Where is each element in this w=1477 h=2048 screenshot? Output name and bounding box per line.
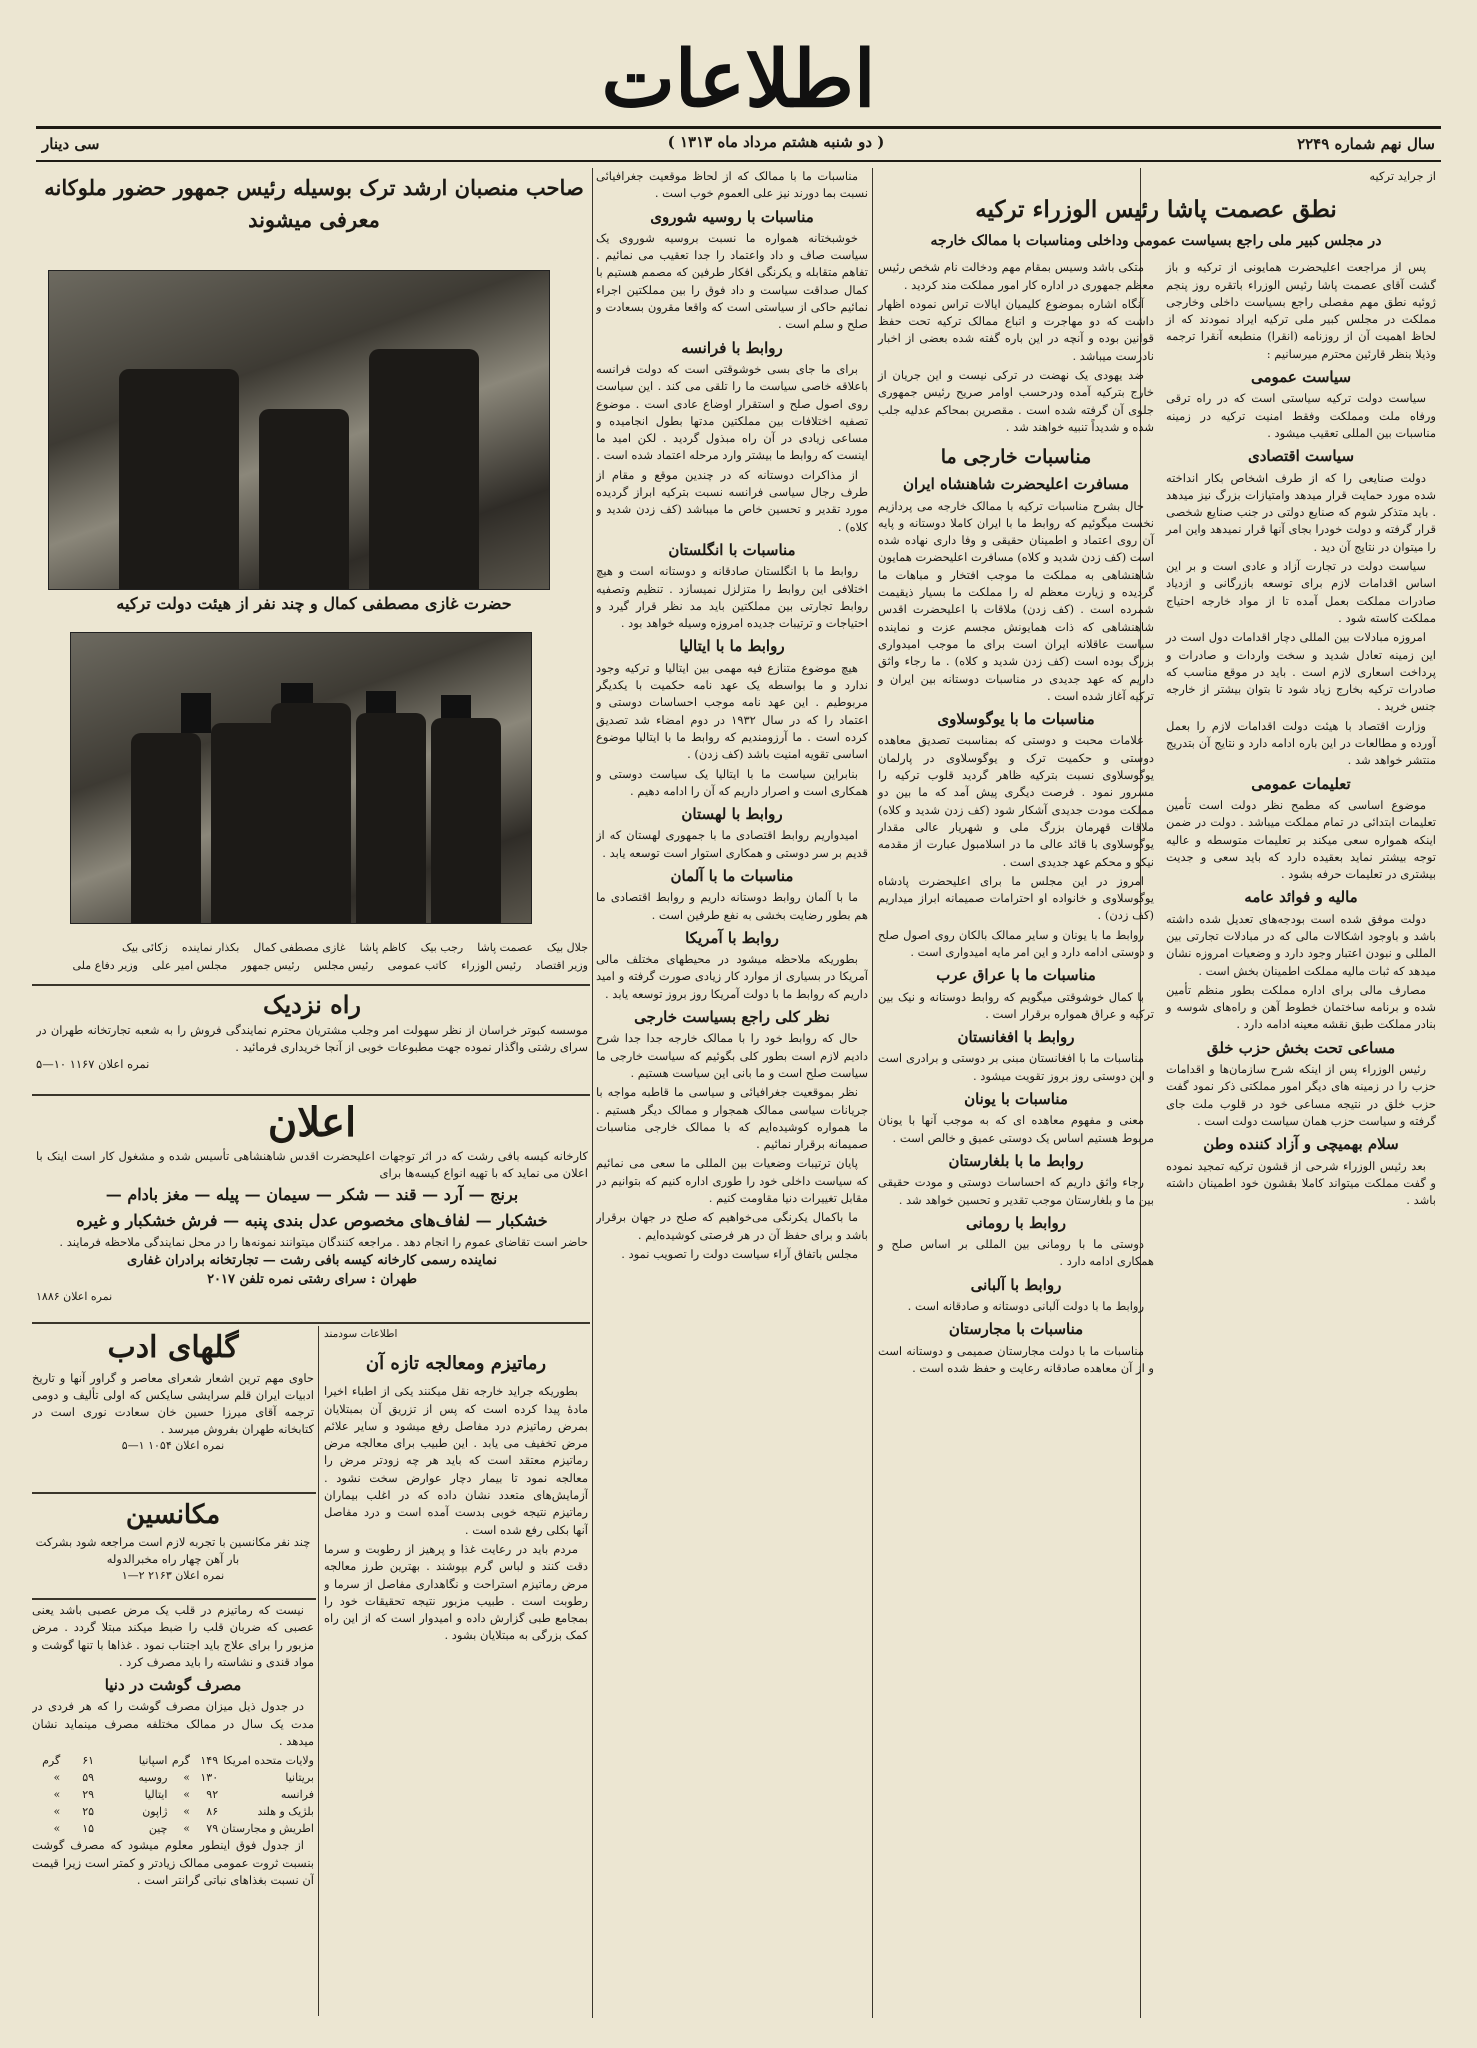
article-rheumatism xyxy=(324,1326,588,2016)
section-heading: مناسبات با یونان xyxy=(964,1090,1068,1109)
article-paragraph: وزارت اقتصاد با هیئت دولت اقدامات لازم را بعمل آورده و مطالعات در این باره ادامه دارد و نتایج آن بتدریج منتشر خواهد شد . xyxy=(1166,718,1436,768)
photo-names-row-1: جلال بیک عصمت پاشا رجب بیک کاظم پاشا غازی مصطفی کمال بکذار نماینده زکائی بیک xyxy=(122,941,588,954)
issue-number: سال نهم شماره ۲۲۴۹ xyxy=(1297,135,1435,153)
separator xyxy=(32,1322,590,1324)
meat-table-cell: » xyxy=(53,1822,61,1836)
article-paragraph: ما با آلمان روابط دوستانه داریم و روابط اقتصادی ما هم بطور رضایت بخشی به نفع طرفین است . xyxy=(596,890,868,922)
article-paragraph: دولت موفق شده است بودجه‌های تعدیل شده داشته باشد و باوجود اشکالات مالی که در مبادلات تجارتی بین المللی و نبودن اعتبار وجود دارد و وضعیات امروزه نشان میدهد که ثبات مالیه مملکت اطمینان بخش است . xyxy=(1166,911,1436,978)
article-paragraph: بطوریکه جراید خارجه نقل میکنند یکی از اطباء اخیرا مادهٔ پیدا کرده است که پس از تزریق آن بمبتلایان بمرض رماتیزم درد مفاصل رفع میشود و سایر علائم مرض تخفیف می یابد . این طبیب برای معالجه مرض رماتیزم معتقد است که باید هر چه زودتر مرض را معالجه نمود تا بیمار دچار عوارض سخت نشود . آزمایش‌های متعدد نشان داده که در اغلب بیماران رماتیزم نتیجه خوبی بدست آمده است و درد مفاصل آنها بکلی رفع شده است . xyxy=(324,1384,588,1537)
article-paragraph: از مذاکرات دوستانه که در چندین موقع و مقام از طرف رجال سیاسی فرانسه نسبت بترکیه ابراز گردیده مورد تقدیر و تحسین خاص ما میباشد (کف زدن شدید و کلاه) . xyxy=(596,467,868,534)
column-divider xyxy=(318,1326,319,2016)
ad-number: نمره اعلان ۲۱۶۳ ۲—۱ xyxy=(121,1569,225,1582)
ad-title: مکانسین xyxy=(125,1500,221,1530)
article-column-3 xyxy=(596,168,868,2018)
section-heading: روابط با فرانسه xyxy=(681,338,783,357)
section-heading: مناسبات ما با یوگوسلاوی xyxy=(937,710,1095,729)
section-heading: روابط با آمریکا xyxy=(685,928,779,947)
ad-number: نمره اعلان ۱۸۸۶ xyxy=(36,1290,113,1303)
article-paragraph: موضوع اساسی که مطمح نظر دولت است تأمین تعلیمات ابتدائی در تمام مملکت میباشد . دولت در ضمن اینکه همواره سعی میکند بر تعلیمات متوسطه و عالیه توجه بیشتر نماید بعقیده دارد که باید سعی و جدیت بیشتری در تعلیمات حرفه بشود . xyxy=(1166,797,1436,882)
section-heading: مصرف گوشت در دنیا xyxy=(104,1676,242,1695)
article-paragraph: دوستی ما با رومانی بین المللی بر اساس صلح و همکاری ادامه دارد . xyxy=(878,1237,1154,1269)
section-heading: مسافرت اعلیحضرت شاهنشاه ایران xyxy=(902,475,1130,494)
article-paragraph: مناسبات ما با ممالک که از لحاظ موقعیت جغرافیائی نسبت بما دورند نیز علی العموم خوب است . xyxy=(596,169,868,201)
meat-table-cell: فرانسه xyxy=(280,1788,314,1802)
ad-product-line: خشکبار — لفاف‌های مخصوص عدل بندی پنبه — فرش خشکبار و غیره xyxy=(76,1211,548,1230)
article-paragraph: امروزه مبادلات بین المللی دچار اقدامات دول است در این زمینه تعادل شدید و سخت واردات و صادرات و پرداخت اسعاری لازم است . باید در موقع مناسب که صادرات ترکیه بخارج زیاد شود تا بتوان بیشتر از خارجه جنس خرید . xyxy=(1166,630,1436,714)
article-paragraph: هیچ موضوع متنازع فیه مهمی بین ایتالیا و ترکیه وجود ندارد و ما بواسطه یک عهد نامه حکمیت با یکدیگر مربوطیم . این عهد نامه موجب احساسات دوستی و اعتماد را که در سال ۱۹۳۲ در دوم امضاء شد تصدیق کرده است . ما آرزومندیم که روابط ما با ایتالیا موضوع اساسی تقویه امنیت باشد (کف زدن) . xyxy=(596,660,868,762)
ad-title: گلهای ادب xyxy=(107,1330,239,1365)
meat-table-cell: ژاپون xyxy=(142,1805,168,1819)
section-heading: مناسبات با انگلستان xyxy=(668,540,796,559)
photo-headline: صاحب منصبان ارشد ترک بوسیله رئیس جمهور حضور ملوکانه معرفی میشوند xyxy=(44,175,584,232)
ad-mechanic xyxy=(32,1496,314,1596)
article-paragraph: پایان ترتیبات وضعیات بین المللی ما سعی می نمائیم که سیاست داخلی خود را طوری اداره کنیم که بتوانیم در مقابل تغییرات دنیا مقاومت کنیم . xyxy=(596,1156,868,1206)
meat-table-cell: چین xyxy=(148,1822,168,1836)
ad-title: اعلان xyxy=(267,1099,357,1146)
meat-table-cell: ولایات متحده امریکا xyxy=(223,1754,314,1768)
info-bar xyxy=(36,130,1441,160)
ad-text: حاضر است تقاضای عموم را انجام دهد . مراجعه کنندگان میتوانند نمونه‌ها را در محل نمایندگی ملاحظه فرمایند . xyxy=(59,1235,588,1249)
article-paragraph: پس از مراجعت اعلیحضرت همایونی از ترکیه و باز گشت آقای عصمت پاشا رئیس الوزراء باتقره روز پنجم ژوئیه نطق مهم مفصلی راجع بسیاست داخلی وخارجی مملکت در مجلس کبیر ملی ترکیه ایراد نمودند که از لحاظ اهمیت آن از روزنامه (انقرا) منطبعه آنقرا ترجمه وذیلا بنظر قارئین محترم میرسانیم : xyxy=(1166,260,1436,361)
ad-number: نمره اعلان ۱۰۵۴ ۱—۵ xyxy=(121,1439,225,1452)
ad-bag-factory xyxy=(36,1098,588,1318)
photo-names-row-2: وزیر اقتصاد رئیس الوزراء کاتب عمومی رئیس مجلس رئیس جمهور مجلس امیر علی وزیر دفاع ملی xyxy=(72,959,588,972)
article-meat-consumption xyxy=(32,1602,314,2012)
meat-table-cell: » xyxy=(183,1822,190,1836)
ad-title: راه نزدیک xyxy=(263,990,361,1019)
article-paragraph: روابط ما با دولت آلبانی دوستانه و صادقانه است . xyxy=(907,1299,1144,1314)
meat-table-row xyxy=(32,1803,314,1820)
column-divider xyxy=(592,168,593,2018)
meat-table-row xyxy=(32,1786,314,1803)
meat-table-cell: ایتالیا xyxy=(144,1788,168,1802)
meat-table-cell: ۲۵ xyxy=(82,1805,95,1819)
article-paragraph: بعد رئیس الوزراء شرحی از قشون ترکیه تمجید نموده و گفت مملکت میتواند کاملا بقشون خود اطمینان داشته باشد . xyxy=(1166,1158,1436,1208)
masthead-rule-top xyxy=(36,126,1441,129)
photo-caption-1: حضرت غازی مصطفی کمال و چند نفر از هیئت دولت ترکیه xyxy=(116,594,512,613)
article-paragraph: علامات محبت و دوستی که بمناسبت تصدیق معاهده دوستی و حکمیت ترک و یوگوسلاوی در پارلمان یوگوسلاوی نسبت بترکیه ظاهر گردید قلوب ترکیه را مسرور نمود . فرصت دیگری پیش آمد که ما بین دو مملکت مودت جدیدی آشکار شود (کف زدن شدید و کلاه) ملاقات قهرمان بزرگ ملی و شهریار عالی مقدار یوگوسلاوی با قائد عالی ما در اسلامبول عبارت از مقدمه نیکو و محکم عهد جدیدی است . xyxy=(878,733,1154,869)
ad-address: طهران : سرای رشتی نمره تلفن ۲۰۱۷ xyxy=(207,1272,417,1287)
meat-table-cell: ۹۲ xyxy=(206,1788,219,1802)
newspaper-title: اطلاعات xyxy=(601,34,876,125)
meat-table-cell: ۷۹ xyxy=(206,1822,219,1836)
article-paragraph: مصارف مالی برای اداره مملکت بطور منظم تأمین شده و برنامه ساختمان خطوط آهن و راه‌های شوسه و بنادر مملکت طبق نقشه معینه ادامه دارد . xyxy=(1166,982,1436,1032)
meat-table-cell: ۱۵ xyxy=(82,1822,95,1836)
meat-table-cell: ۲۹ xyxy=(82,1788,95,1802)
meat-table-cell: » xyxy=(183,1771,190,1785)
article-paragraph: دولت صنایعی را که از طرف اشخاص بکار انداخته شده مورد حمایت قرار میدهد وامتیازات بزرگ نیز میدهد . باید متذکر شوم که صنایع دولتی در جنب صنایع شخصی قرار گرفته و دولت خودرا بجای آنها قرار نمیدهد واین امر را میتوان در نتایج آن دید . xyxy=(1166,470,1436,554)
article-paragraph: نیست که رماتیزم در قلب یک مرض عصبی باشد یعنی عصبی که ضربان قلب را ضبط میکند مبتلا گردد . مرض مزبور را برای علاج باید اجتناب نمود . غذاها با تنها گوشت و مواد قندی و نشاسته را باید مصرف کرد . xyxy=(32,1603,314,1669)
article-subcolumn-left xyxy=(878,259,1154,1379)
article-paragraph: با کمال خوشوقتی میگویم که روابط دوستانه و نیک بین ترکیه و عراق همواره برقرار است . xyxy=(878,989,1154,1021)
ad-text: حاوی مهم ترین اشعار شعرای معاصر و گراور آنها و تاریخ ادبیات ایران قلم سرایشی سایکس که اولی تألیف و دومی ترجمه آقای میرزا حسین خان سعادت نوری است در کتابخانه طهران بفروش میرسد . xyxy=(32,1371,314,1436)
column-divider xyxy=(872,168,873,2018)
section-heading: مناسبات با روسیه شوروی xyxy=(650,207,814,226)
article-paragraph: بنابراین سیاست ما با ایتالیا یک سیاست دوستی و همکاری است و اصرار داریم که آن را ادامه دهیم . xyxy=(596,766,868,798)
ad-number: نمره اعلان ۱۱۶۷ ۱۰—۵ xyxy=(36,1057,150,1071)
photo-figure xyxy=(119,369,239,589)
section-heading: روابط ما با بلغارستان xyxy=(948,1151,1084,1170)
photo-figure xyxy=(131,733,201,923)
photo-government xyxy=(70,632,532,924)
photo-figure xyxy=(356,713,426,923)
article-paragraph: آنگاه اشاره بموضوع کلیمیان ایالات تراس نموده اظهار داشت که دو مهاجرت و اتباع ممالک ترکیه تحت حفظ قوانین بوده و آنچه در این باره گفته شده بعضی از اخبار نادرست میباشد . xyxy=(878,296,1154,363)
source-line: از جراید ترکیه xyxy=(1369,169,1436,183)
issue-price: سی دینار xyxy=(42,135,100,153)
article-paragraph: مجلس باتفاق آراء سیاست دولت را تصویب نمود . xyxy=(621,1246,858,1261)
article-paragraph: ضد یهودی یک نهضت در ترکی نیست و این جریان از خارج بترکیه آمده ودرحسب اوامر صریح رئیس جمهوری جلوی آن گرفته شده است . مقصرین بمحاکم عدلیه جلب شده و شدیداً تنبیه خواهند شد . xyxy=(878,368,1154,434)
issue-date: ( دو شنبه هشتم مرداد ماه ۱۳۱۳ ) xyxy=(667,133,885,151)
section-heading: روابط با لهستان xyxy=(681,805,783,824)
photo-figure xyxy=(271,703,351,923)
section-heading: روابط ما با ایتالیا xyxy=(679,637,785,656)
article-paragraph: برای ما جای بسی خوشوقتی است که دولت فرانسه باعلاقه خاصی سیاست ما را تلقی می کند . این سیاست روی اصول صلح و استقرار اوضاع عادی است . موضوع تصفیه اختلافات بین مملکتین مدتها بطول انجامیده و مساعی زیادی در آن راه مبذول گردید . لکن امید ما اینست که روابط ما بیشتر وارد مرحله اعتماد شده است . xyxy=(596,361,868,463)
article-paragraph: روابط ما با انگلستان صادقانه و دوستانه است و هیچ اختلافی این روابط را متزلزل نمیسازد . تنظیم وتصفیه روابط تجارتی بین مملکتین باید مد نظر قرار گیرد و احتیاجات و ترتیبات جدیده امروزه وسیله خواهد بود . xyxy=(596,564,868,631)
photo-officers xyxy=(48,270,550,590)
article-paragraph: بطوریکه ملاحظه میشود در محیطهای مختلف مالی آمریکا در بسیاری از موارد کار زیادی صورت گرفته و امید داریم که روابط ما با دولت آمریکا روز بروز توسعه یابد . xyxy=(596,952,868,1001)
section-heading: تعلیمات عمومی xyxy=(1251,774,1351,793)
article-paragraph: رجاء واثق داریم که احساسات دوستی و مودت حقیقی بین ما و بلغارستان موجب تقدیر و تحسین خواهد شد . xyxy=(878,1175,1154,1207)
meat-table-cell: ۵۹ xyxy=(82,1771,95,1785)
separator xyxy=(32,984,590,986)
photo-figure xyxy=(431,718,501,923)
article-paragraph: رئیس الوزراء پس از اینکه شرح سازمان‌ها و اقدامات حزب را در زمینه های دیگر امور مملکتی ذکر نمود گفت حزب خلق در نتیجه مساعی خود در قلوب ملت جای گرفته و سیاست حزب همان سیاست دولت است . xyxy=(1166,1062,1436,1128)
meat-table-row xyxy=(32,1820,314,1837)
meat-table-cell: » xyxy=(53,1788,61,1802)
article-paragraph: امروز در این مجلس ما برای اعلیحضرت پادشاه یوگوسلاوی و خانواده او احترامات صمیمانه ابراز میداریم (کف زدن) . xyxy=(878,873,1154,923)
separator xyxy=(32,1598,316,1600)
article-paragraph: معنی و مفهوم معاهده ای که به موجب آنها با یونان مربوط هستیم اساس یک دوستی عمیق و خالص است . xyxy=(878,1113,1154,1145)
separator xyxy=(32,1094,590,1096)
masthead xyxy=(0,30,1477,130)
photo-figure xyxy=(369,349,479,589)
meat-table-cell: ۱۳۰ xyxy=(200,1771,219,1785)
section-heading: روابط با رومانی xyxy=(965,1213,1067,1232)
meat-table-cell: ۸۶ xyxy=(206,1805,219,1819)
article-paragraph: از جدول فوق اینطور معلوم میشود که مصرف گوشت بنسبت ثروت عمومی ممالک زیادتر و کمتر است زیرا قیمت آن نسبت بغذاهای نباتی گرانتر است . xyxy=(32,1838,314,1887)
meat-table-cell: روسیه xyxy=(138,1771,168,1785)
meat-table xyxy=(32,1752,314,1837)
article-paragraph: ما باکمال یکرنگی می‌خواهیم که صلح در جهان برقرار باشد و برای حفظ آن در هر فرصتی کوشیده‌ایم . xyxy=(596,1210,868,1242)
ad-representative: نماینده رسمی کارخانه کیسه بافی رشت — تجارتخانه برادران غفاری xyxy=(126,1253,497,1268)
article-paragraph: مردم باید در رعایت غذا و پرهیز از رطوبت و سرما دقت کنند و لباس گرم بپوشند . بهترین طرز معالجه مرض رماتیزم استراحت و نگاهداری مفاصل از سرما و رطوبت است . طبیب مزبور نتیجه تحقیقات خود را بمجامع طبی گزارش داده و امیدوار است که از این راه کمک بزرگی به مبتلایان بشود . xyxy=(324,1541,588,1643)
article-paragraph: مناسبات ما با دولت مجارستان صمیمی و دوستانه است و از آن معاهده صادقانه رعایت و حفظ شده است . xyxy=(878,1343,1154,1375)
article-paragraph: حال که روابط خود را با ممالک خارجه جدا جدا شرح دادیم لازم است بطور کلی بگوئیم که سیاست خارجی ما سیاست صلح است و ما بانی این سیاست هستیم . xyxy=(596,1031,868,1080)
article-paragraph: خوشبختانه همواره ما نسبت بروسیه شوروی یک سیاست صاف و داد واعتماد را جدا تعقیب می نمائیم . تفاهم متقابله و یکرنگی افکار طرفین که مصمم هستیم با کمال صداقت سیاست و داد فوق را بین مملکتین اجراء نمائیم حاکی از سیاستی است که واقعا مقرون بسعادت و صلح و سلم است . xyxy=(596,230,868,332)
photo-hat xyxy=(181,693,211,733)
article-column-1 xyxy=(876,168,1436,2018)
section-heading: روابط با آلبانی xyxy=(970,1275,1062,1294)
section-heading: نظر کلی راجع بسیاست خارجی xyxy=(634,1008,830,1027)
ad-text: چند نفر مکانسین با تجربه لازم است مراجعه شود بشرکت بار آهن چهار راه مخبرالدوله xyxy=(35,1535,311,1566)
meat-table-cell: » xyxy=(53,1771,61,1785)
section-label: اطلاعات سودمند xyxy=(324,1328,398,1340)
article-paragraph: مناسبات ما با افغانستان مبنی بر دوستی و برادری است و این دوستی روز بروز تقویت میشود . xyxy=(878,1051,1154,1083)
article-paragraph: حال بشرح مناسبات ترکیه با ممالک خارجه می پردازیم نخست میگوئیم که روابط ما با ایران کاملا دوستانه و پایه آن روی اعتماد و اطمینان حقیقی و وفا داری نهاده شده است (کف زدن شدید و کلاه) مسافرت اعلیحضرت همایون شاهنشاهی به مملکت ما موجب افتخار و مباهات ما گردیده و زیارت معظم له را مملکت ما بسیار ذیقیمت شمرده است . (کف زدن) ملاقات با اعلیحضرت اقدس شاهنشاهی که ذات همایونش مجسم عزت و نماینده سیاست عاقلانه ایران است برای ما موجب امیدواری بزرگ بوده است (کف زدن شدید و کلاه) . ما رجاء واثق داریم که عهد جدیدی در مناسبات دوستانه بین ایران و ترکیه آغاز شده است . xyxy=(878,498,1154,703)
section-title: مناسبات خارجی ما xyxy=(940,446,1092,469)
section-heading: روابط با افغانستان xyxy=(957,1028,1075,1047)
article-paragraph: در جدول ذیل میزان مصرف گوشت را که هر فردی در مدت یک سال در ممالک مختلفه مصرف مینماید نشان میدهد . xyxy=(32,1699,314,1749)
ad-product-line: برنج — آرد — قند — شکر — سیمان — پیله — مغز بادام — xyxy=(105,1185,519,1204)
article-paragraph: روابط ما با یونان و سایر ممالک بالکان روی اصول صلح و دوستی ادامه دارد و این امر مایه امیدواری است . xyxy=(878,927,1154,959)
main-subheadline: در مجلس کبیر ملی راجع بسیاست عمومی وداخلی ومناسبات با ممالک خارجه xyxy=(930,233,1382,250)
section-heading: سلام بهمیچی و آزاد کننده وطن xyxy=(1203,1135,1399,1154)
article-paragraph: نظر بموقعیت جغرافیائی و سیاسی ما قاطبه مواجه با جریانات سیاسی ممالک همجوار و ممالک دیگر هستیم . ما همواره کوشیده‌ایم که با ممالک خارجی مناسبات صمیمانه برقرار نمائیم . xyxy=(596,1085,868,1152)
article-paragraph: سیاست دولت ترکیه سیاستی است که در راه ترقی ورفاه ملت ومملکت وفقط امنیت ترکیه در زمینه مناسبات بین المللی تعقیب میشود . xyxy=(1166,391,1436,440)
ad-rah-nazdik xyxy=(36,988,588,1092)
meat-table-cell: اطریش و مجارستان xyxy=(221,1822,314,1836)
meat-table-cell: ۶۱ xyxy=(82,1754,95,1768)
meat-table-cell: بریتانیا xyxy=(285,1771,314,1785)
meat-table-cell: گرم xyxy=(42,1754,61,1768)
section-heading: مناسبات ما با آلمان xyxy=(670,866,794,885)
section-heading: مساعی تحت بخش حزب خلق xyxy=(1206,1038,1396,1057)
meat-table-cell: » xyxy=(183,1805,190,1819)
article-paragraph: سیاست دولت در تجارت آزاد و عادی است و بر این اساس اقدامات لازم برای توسعه بازرگانی و ازدیاد صادرات مملکت بعمل آمده تا از مواد خارجه احتیاج مملکت کاسته شود . xyxy=(1166,559,1436,625)
photo-figure xyxy=(259,409,349,589)
ad-text: موسسه کبوتر خراسان از نظر سهولت امر وجلب مشتریان محترم نمایندگی فروش را به شعبه تجارتخانه طهران در سرای رشتی واگذار نموده جهت مطبوعات خوبی از آنجا خریداری فرمائید . xyxy=(36,1023,588,1054)
meat-table-cell: » xyxy=(53,1805,61,1819)
ad-text: کارخانه کیسه بافی رشت که در اثر توجهات اعلیحضرت اقدس شاهنشاهی تأسیس شده و مشغول کار است اینک با اعلان می نماید که با تهیه انواع کیسه‌ها برای xyxy=(36,1149,588,1180)
meat-table-row xyxy=(32,1769,314,1786)
article-title: رماتیزم ومعالجه تازه آن xyxy=(365,1353,547,1375)
meat-table-cell: بلژیک و هلند xyxy=(257,1805,314,1819)
section-heading: مالیه و فوائد عامه xyxy=(1244,888,1358,907)
ad-golhaye-adab xyxy=(32,1326,314,1490)
main-headline: نطق عصمت پاشا رئیس الوزراء ترکیه xyxy=(975,196,1337,224)
separator xyxy=(32,1492,316,1494)
section-heading: سیاست اقتصادی xyxy=(1247,447,1355,466)
meat-table-row xyxy=(32,1752,314,1769)
masthead-rule-bottom xyxy=(36,160,1441,162)
article-paragraph: متکی باشد وسیس بمقام مهم ودخالت نام شخص رئیس معظم جمهوری در اداره کار امور مملکت مند کردید . xyxy=(878,260,1154,292)
meat-table-cell: گرم xyxy=(171,1754,190,1768)
section-heading: مناسبات با مجارستان xyxy=(948,1320,1084,1339)
meat-table-cell: » xyxy=(183,1788,190,1802)
article-subcolumn-right xyxy=(1166,259,1436,1379)
section-heading: مناسبات ما با عراق عرب xyxy=(936,966,1096,985)
meat-table-cell: ۱۴۹ xyxy=(200,1754,219,1768)
section-heading: سیاست عمومی xyxy=(1250,368,1352,387)
article-paragraph: امیدواریم روابط اقتصادی ما با جمهوری لهستان که از قدیم بر سر دوستی و همکاری استوار است توسعه یابد . xyxy=(596,828,868,860)
meat-table-cell: اسپانیا xyxy=(138,1754,168,1768)
